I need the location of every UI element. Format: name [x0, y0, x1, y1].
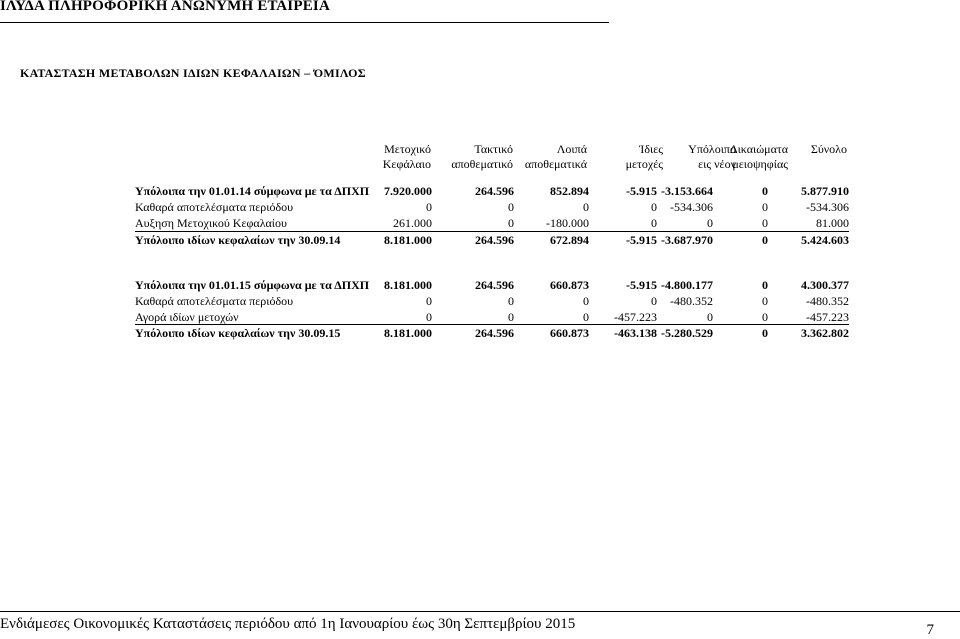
cell-minority-interest: 0 [762, 200, 768, 214]
statement-title: ΚΑΤΑΣΤΑΣΗ ΜΕΤΑΒΟΛΩΝ ΙΔΙΩΝ ΚΕΦΑΛΑΙΩΝ – ΌΜΙΛΟΣ [20, 66, 366, 80]
cell-retained-earnings: -534.306 [670, 200, 713, 214]
footer-caption: Ενδιάμεσες Οικονομικές Καταστάσεις περιόδου από 1η Ιανουαρίου έως 30η Σεπτεμβρίου 2015 [0, 616, 576, 632]
cell-total: -457.223 [806, 310, 849, 324]
row-label: Καθαρά αποτελέσματα περιόδου [135, 294, 294, 308]
cell-minority-interest: 0 [762, 294, 768, 308]
cell-treasury-shares: -5.915 [626, 184, 657, 198]
footer-divider [0, 611, 960, 612]
table-row [0, 326, 960, 342]
cell-minority-interest: 0 [762, 326, 768, 340]
cell-retained-earnings: 0 [707, 216, 713, 230]
subtotal-divider-2015 [135, 324, 849, 325]
cell-minority-interest: 0 [762, 233, 768, 247]
title-divider [0, 22, 609, 23]
cell-other-reserves: 0 [583, 310, 589, 324]
cell-treasury-shares: 0 [651, 216, 657, 230]
column-header-share-capital: Μετοχικό Κεφάλαιο [382, 142, 431, 171]
cell-share-capital: 0 [426, 310, 432, 324]
cell-total: -480.352 [806, 294, 849, 308]
row-label: Υπόλοιπα την 01.01.14 σύμφωνα με τα ΔΠΧΠ [135, 184, 370, 198]
cell-treasury-shares: -463.138 [614, 326, 657, 340]
table-row [0, 278, 960, 294]
cell-retained-earnings: 0 [707, 310, 713, 324]
cell-ordinary-reserve: 264.596 [475, 184, 514, 198]
cell-ordinary-reserve: 0 [508, 216, 514, 230]
cell-ordinary-reserve: 264.596 [475, 233, 514, 247]
cell-ordinary-reserve: 264.596 [475, 326, 514, 340]
cell-treasury-shares: 0 [651, 294, 657, 308]
cell-total: -534.306 [806, 200, 849, 214]
cell-total: 81.000 [816, 216, 849, 230]
row-label: Υπόλοιπα την 01.01.15 σύμφωνα με τα ΔΠΧΠ [135, 278, 370, 292]
page-number: 7 [926, 622, 934, 638]
cell-retained-earnings: -5.280.529 [661, 326, 713, 340]
cell-minority-interest: 0 [762, 216, 768, 230]
cell-ordinary-reserve: 264.596 [475, 278, 514, 292]
row-label: Υπόλοιπο ιδίων κεφαλαίων την 30.09.15 [135, 326, 341, 340]
cell-retained-earnings: -4.800.177 [661, 278, 713, 292]
table-row [0, 294, 960, 310]
cell-other-reserves: -180.000 [546, 216, 589, 230]
cell-minority-interest: 0 [762, 310, 768, 324]
cell-total: 5.424.603 [801, 233, 849, 247]
cell-other-reserves: 0 [583, 200, 589, 214]
cell-share-capital: 0 [426, 294, 432, 308]
row-label: Καθαρά αποτελέσματα περιόδου [135, 200, 294, 214]
column-header-total: Σύνολο [810, 142, 847, 156]
cell-treasury-shares: -5.915 [626, 278, 657, 292]
row-label: Αυξηση Μετοχικού Κεφαλαίου [135, 216, 287, 230]
cell-other-reserves: 660.873 [550, 278, 589, 292]
company-name: ΙΛΥΔΑ ΠΛΗΡΟΦΟΡΙΚΗ ΑΝΩΝΥΜΗ ΕΤΑΙΡΕΙΑ [0, 0, 330, 14]
column-header-treasury-shares: Ίδιες μετοχές [625, 142, 663, 171]
row-label: Υπόλοιπο ιδίων κεφαλαίων την 30.09.14 [135, 233, 341, 247]
cell-ordinary-reserve: 0 [508, 200, 514, 214]
column-header-other-reserves: Λοιπά αποθεματικά [524, 142, 587, 171]
cell-total: 3.362.802 [801, 326, 849, 340]
cell-share-capital: 0 [426, 200, 432, 214]
row-label: Αγορά ιδίων μετοχών [135, 310, 239, 324]
cell-share-capital: 7.920.000 [384, 184, 432, 198]
cell-ordinary-reserve: 0 [508, 310, 514, 324]
column-header-minority-interest: Δικαιώματα μειοψηφίας [729, 142, 788, 171]
cell-retained-earnings: -3.687.970 [661, 233, 713, 247]
cell-other-reserves: 852.894 [550, 184, 589, 198]
subtotal-divider-2014 [135, 231, 849, 232]
cell-retained-earnings: -3.153.664 [661, 184, 713, 198]
cell-share-capital: 8.181.000 [384, 278, 432, 292]
cell-retained-earnings: -480.352 [670, 294, 713, 308]
cell-other-reserves: 672.894 [550, 233, 589, 247]
cell-treasury-shares: -5.915 [626, 233, 657, 247]
table-row [0, 200, 960, 216]
cell-treasury-shares: 0 [651, 200, 657, 214]
table-row [0, 184, 960, 200]
column-header-retained-earnings: Υπόλοιπο εις νέον [688, 142, 736, 171]
cell-total: 5.877.910 [801, 184, 849, 198]
cell-share-capital: 261.000 [393, 216, 432, 230]
column-header-ordinary-reserve: Τακτικό αποθεματικό [451, 142, 513, 171]
cell-ordinary-reserve: 0 [508, 294, 514, 308]
table-row [0, 233, 960, 249]
cell-minority-interest: 0 [762, 184, 768, 198]
cell-other-reserves: 660.873 [550, 326, 589, 340]
cell-minority-interest: 0 [762, 278, 768, 292]
cell-total: 4.300.377 [801, 278, 849, 292]
cell-share-capital: 8.181.000 [384, 326, 432, 340]
cell-share-capital: 8.181.000 [384, 233, 432, 247]
cell-other-reserves: 0 [583, 294, 589, 308]
table-row [0, 216, 960, 232]
cell-treasury-shares: -457.223 [614, 310, 657, 324]
